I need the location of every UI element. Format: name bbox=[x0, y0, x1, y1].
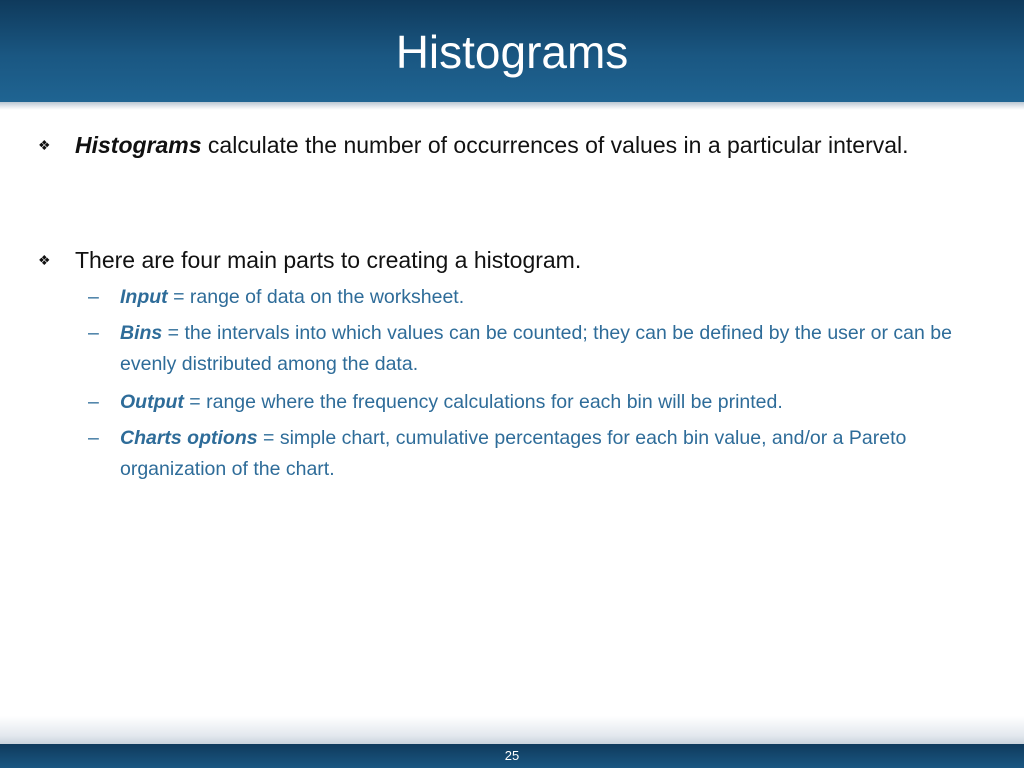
sub-item-bins bbox=[120, 318, 970, 380]
sub-item-term: Input bbox=[120, 286, 168, 308]
footer-shadow bbox=[0, 716, 1024, 744]
sub-item-term: Output bbox=[120, 391, 184, 413]
dash-bullet-icon: – bbox=[88, 427, 99, 449]
sub-item-text: = the intervals into which values can be counted; they can be defined by the user or can be evenly distributed among the data. bbox=[120, 322, 952, 375]
bullet-four-parts bbox=[75, 243, 1005, 277]
sub-item-text: = range of data on the worksheet. bbox=[167, 286, 465, 308]
page-number: 25 bbox=[504, 748, 520, 763]
sub-item-term: Charts options bbox=[120, 427, 258, 449]
bullet-term: Histograms bbox=[75, 132, 202, 158]
title-bar-shadow bbox=[0, 102, 1024, 110]
sub-item-text: = simple chart, cumulative percentages for each bin value, and/or a Pareto organization of the chart. bbox=[120, 427, 907, 480]
dash-bullet-icon: – bbox=[88, 322, 99, 344]
bullet-histograms-definition bbox=[75, 128, 1005, 162]
diamond-bullet-icon: ❖ bbox=[38, 252, 51, 268]
sub-item-text: = range where the frequency calculations for each bin will be printed. bbox=[183, 391, 783, 413]
diamond-bullet-icon: ❖ bbox=[38, 137, 51, 153]
sub-item-input bbox=[120, 282, 1000, 313]
sub-item-charts-options bbox=[120, 423, 980, 485]
dash-bullet-icon: – bbox=[88, 286, 99, 308]
bullet-text: There are four main parts to creating a histogram. bbox=[75, 247, 582, 273]
dash-bullet-icon: – bbox=[88, 391, 99, 413]
slide-title: Histograms bbox=[395, 26, 629, 78]
bullet-text: calculate the number of occurrences of values in a particular interval. bbox=[201, 132, 909, 158]
sub-item-term: Bins bbox=[120, 322, 163, 344]
sub-item-output bbox=[120, 387, 1000, 418]
